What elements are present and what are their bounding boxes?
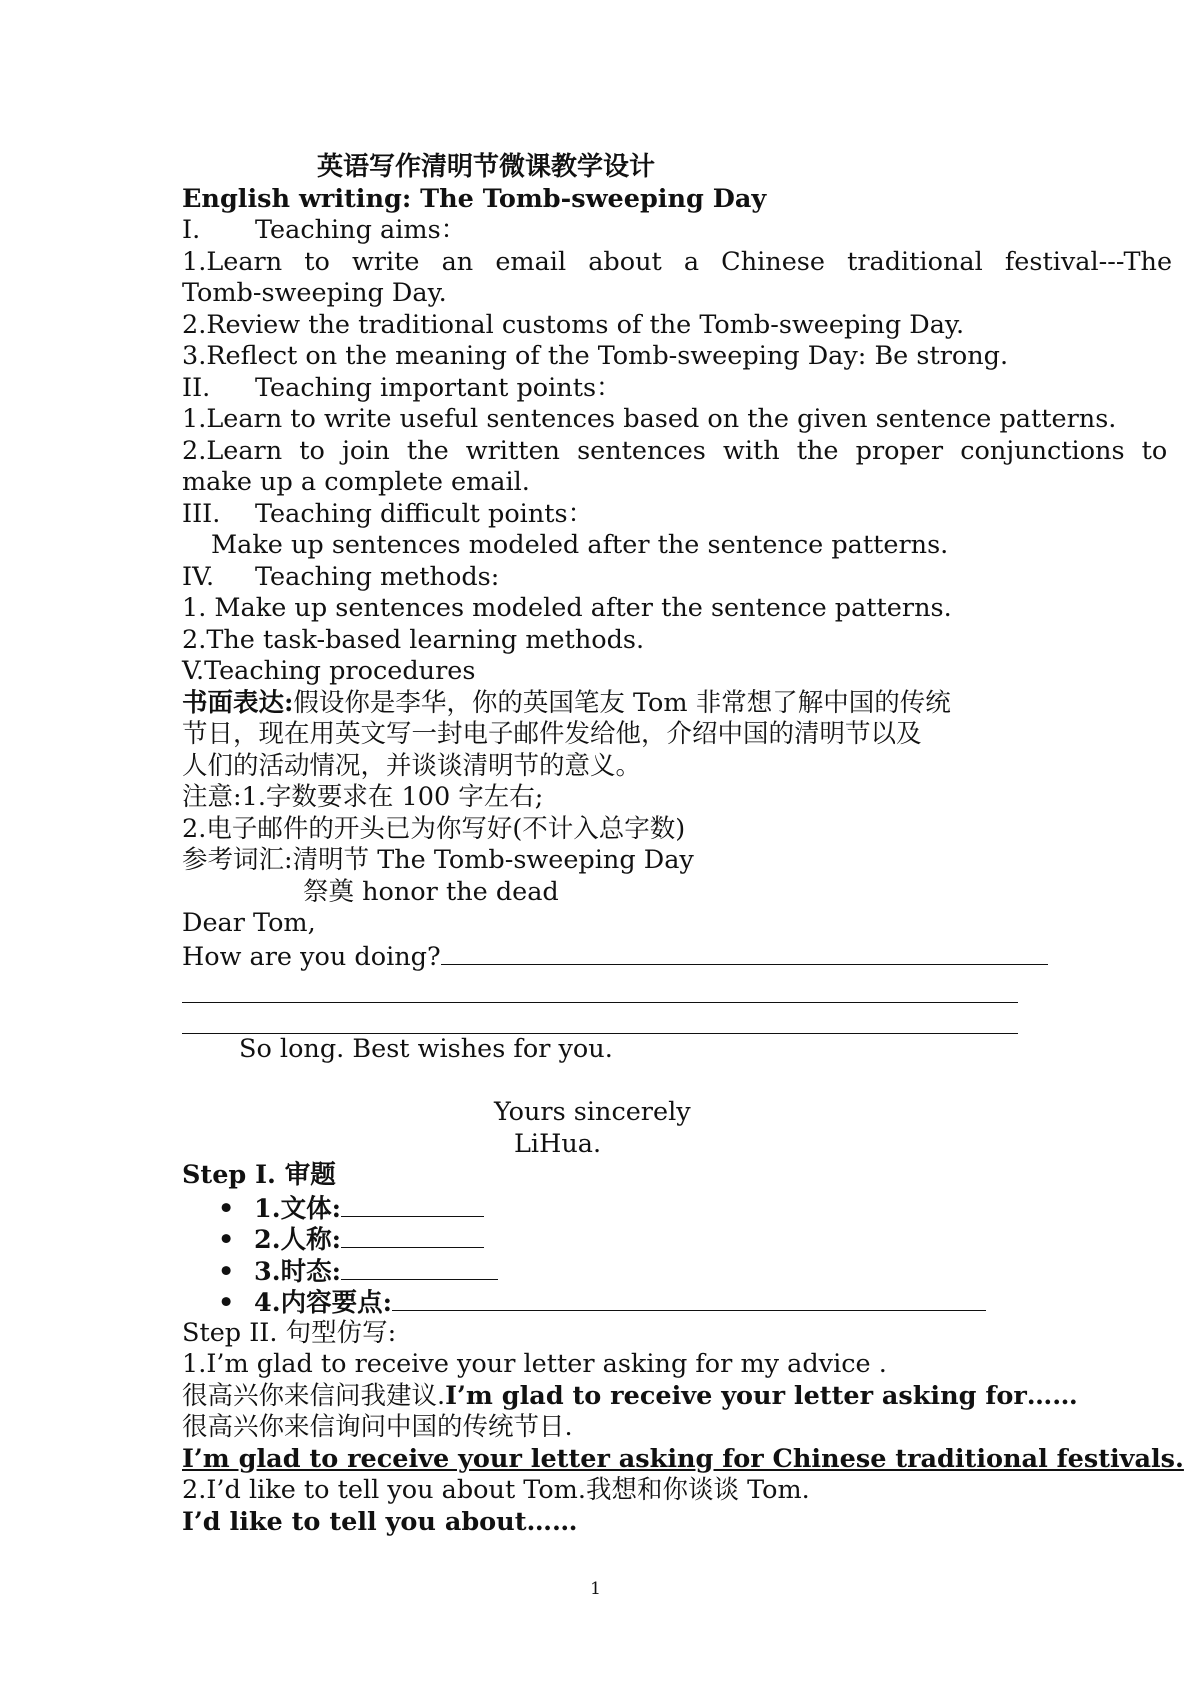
- aim-2: 2.Review the traditional customs of the Tomb-sweeping Day.: [182, 309, 965, 340]
- pattern-2-frame: I’d like to tell you about……: [182, 1506, 578, 1537]
- answer-line[interactable]: [182, 971, 1018, 1003]
- vocab-1: 参考词汇:清明节 The Tomb-sweeping Day: [182, 845, 694, 875]
- email-closing: So long. Best wishes for you.: [239, 1034, 613, 1064]
- pattern-1-task: 很高兴你来信询问中国的传统节日.: [182, 1412, 573, 1442]
- answer-line[interactable]: [182, 1003, 1018, 1035]
- list-item: [182, 1192, 1018, 1224]
- difficult-point: Make up sentences modeled after the sentence patterns.: [211, 530, 949, 560]
- bullet-icon: •: [218, 1288, 235, 1318]
- answer-blank[interactable]: [341, 1192, 484, 1217]
- aim-3: 3.Reflect on the meaning of the Tomb-sweeping Day: Be strong.: [182, 341, 1009, 371]
- note-2: 2.电子邮件的开头已为你写好(不计入总字数): [182, 813, 686, 844]
- writing-task-line-c: 人们的活动情况，并谈谈清明节的意义。: [182, 750, 642, 781]
- answer-blank[interactable]: [392, 1286, 986, 1311]
- section-teaching-methods: [182, 562, 1018, 594]
- section-important-points: [182, 373, 1018, 405]
- writing-task-line-a: [182, 688, 1018, 720]
- spacer: [182, 1066, 1018, 1098]
- email-opening-line: [182, 940, 1018, 972]
- page-number: 1: [590, 1579, 601, 1599]
- section-teaching-procedures: V.Teaching procedures: [182, 656, 476, 686]
- note-1: 注意:1.字数要求在 100 字左右;: [182, 782, 544, 812]
- section-heading: Teaching methods:: [255, 561, 500, 592]
- bullet-icon: •: [218, 1256, 235, 1287]
- doc-subtitle: English writing: The Tomb-sweeping Day: [182, 183, 767, 214]
- answer-blank[interactable]: [341, 1223, 484, 1248]
- important-point-2-b: make up a complete email.: [182, 467, 530, 497]
- aim-1-line-b: Tomb-sweeping Day.: [182, 278, 447, 308]
- section-number: IV.: [182, 561, 215, 592]
- writing-task-line-b: 节日，现在用英文写一封电子邮件发给他，介绍中国的清明节以及: [182, 719, 922, 749]
- section-teaching-aims: [182, 215, 1018, 247]
- bullet-icon: •: [218, 1225, 235, 1255]
- list-item-label: 3.时态:: [254, 1256, 342, 1287]
- bullet-icon: •: [218, 1193, 235, 1224]
- list-item-label: 1.文体:: [254, 1193, 342, 1224]
- method-2: 2.The task-based learning methods.: [182, 624, 645, 655]
- pattern-1-answer: I’m glad to receive your letter asking for Chinese traditional festivals.: [182, 1443, 1184, 1474]
- document-page: [182, 152, 1184, 1538]
- list-item: [182, 1223, 1018, 1255]
- pattern-1-chinese: 很高兴你来信问我建议.: [182, 1380, 446, 1411]
- section-difficult-points: [182, 499, 1018, 531]
- section-number: I.: [182, 215, 201, 245]
- email-greeting: Dear Tom,: [182, 908, 316, 938]
- list-item: [182, 1286, 1018, 1318]
- section-number: III.: [182, 498, 221, 529]
- important-point-1: 1.Learn to write useful sentences based on the given sentence patterns.: [182, 404, 1117, 434]
- vocab-2: 祭奠 honor the dead: [303, 876, 559, 907]
- aim-1-line-a: [182, 246, 1173, 279]
- writing-task-label: 书面表达:: [182, 687, 294, 718]
- aim-1-text: 1.Learn to write an email about a Chinese traditional festival---The: [182, 246, 1173, 277]
- doc-title: 英语写作清明节微课教学设计: [317, 152, 656, 182]
- section-heading: Teaching difficult points：: [255, 498, 594, 529]
- section-heading: Teaching important points：: [255, 372, 622, 403]
- answer-blank[interactable]: [341, 1255, 498, 1280]
- email-signature: LiHua.: [514, 1128, 602, 1159]
- step-1-heading: Step I. 审题: [182, 1160, 336, 1190]
- pattern-1-frame: I’m glad to receive your letter asking for……: [445, 1380, 1078, 1411]
- section-number: II.: [182, 372, 211, 403]
- section-heading: Teaching aims：: [255, 215, 467, 245]
- answer-blank[interactable]: [441, 940, 1048, 965]
- writing-task-text: 假设你是李华，你的英国笔友 Tom 非常想了解中国的传统: [293, 687, 951, 718]
- method-1: 1. Make up sentences modeled after the sentence patterns.: [182, 593, 952, 623]
- important-point-2-a: 2.Learn to join the written sentences with the proper conjunctions to: [182, 435, 1168, 466]
- list-item: [182, 1255, 1018, 1287]
- list-item-label: 2.人称:: [254, 1225, 342, 1255]
- email-opening: How are you doing?: [182, 941, 441, 972]
- email-signoff: Yours sincerely: [494, 1097, 691, 1127]
- pattern-1: 1.I’m glad to receive your letter asking for my advice .: [182, 1349, 887, 1379]
- step-2-heading: Step II. 句型仿写:: [182, 1317, 397, 1348]
- pattern-1-model: [182, 1380, 1078, 1413]
- pattern-2: 2.I’d like to tell you about Tom.我想和你谈谈 Tom.: [182, 1475, 810, 1505]
- list-item-label: 4.内容要点:: [254, 1288, 393, 1318]
